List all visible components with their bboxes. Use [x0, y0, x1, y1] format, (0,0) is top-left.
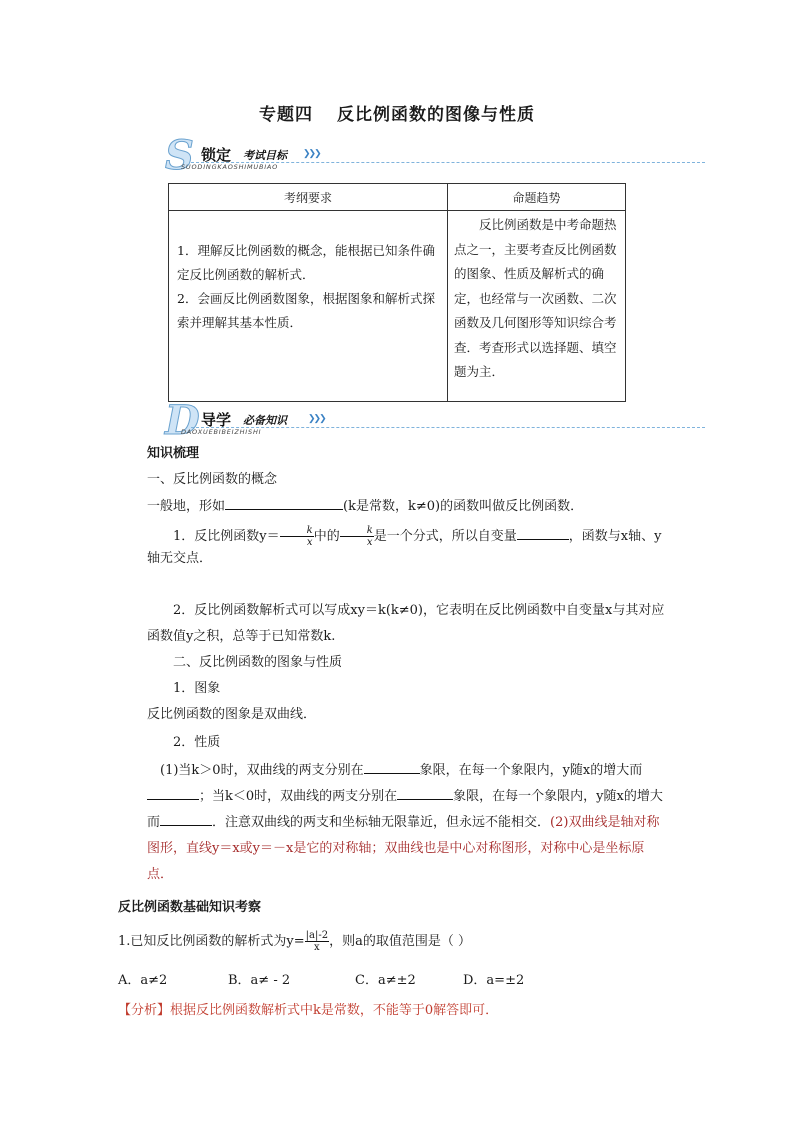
banner-title: 导学	[201, 411, 232, 429]
paragraph-graph: 反比例函数的图象是双曲线．	[147, 707, 317, 722]
fill-blank[interactable]	[364, 759, 420, 774]
banner-subtitle: 必备知识	[243, 414, 287, 427]
exercise-question: 1.已知反比例函数的解析式为y= $\frac{|a|-2}{x}$ ，则a的取值范围是（ ）	[118, 930, 471, 953]
heading-knowledge: 知识梳理	[147, 446, 200, 461]
paragraph-definition: 一般地，形如 (k是常数，k≠0)的函数叫做反比例函数．	[147, 495, 667, 518]
fill-blank[interactable]	[147, 785, 199, 800]
symmetry-note: (2)双曲线是轴对称图形，直线y＝x或y＝－x是它的对称轴；双曲线也是中心对称图形，对称中心是坐标原点．	[147, 815, 660, 882]
option-b[interactable]: B．a≠ - 2	[228, 973, 291, 988]
fraction-k-over-x: $\frac{k}{x}$	[340, 525, 374, 548]
table-header-trends: 命题趋势	[448, 184, 626, 211]
table-header-requirements: 考纲要求	[169, 184, 448, 211]
subsection-properties: 2．性质	[173, 735, 221, 750]
banner-divider	[191, 162, 705, 163]
requirement-item: 2．会画反比例函数图象，根据图象和解析式探索并理解其基本性质．	[177, 291, 435, 330]
banner-subtitle: 考试目标	[243, 149, 287, 162]
option-a[interactable]: A．a≠2	[118, 973, 168, 988]
requirements-cell	[169, 211, 448, 402]
page-title: 专题四 反比例函数的图像与性质	[259, 105, 535, 125]
fill-blank[interactable]	[397, 785, 453, 800]
banner-divider	[191, 427, 705, 428]
section-banner-knowledge	[165, 397, 705, 444]
option-d[interactable]: D．a=±2	[463, 973, 525, 988]
banner-pinyin: SUODINGKAOSHIMUBIAO	[181, 163, 279, 171]
paragraph-properties: (1)当k＞0时，双曲线的两支分别在 象限，在每一个象限内，y随x的增大而；当k＜0时，双曲线的两支分别在 象限，在每一个象限内，y随x的增大而 ．注意双曲线的两支和坐标轴无限靠近，但永远不能相交．(2)双曲线是轴对称图形，直线y＝x或y＝－x是它的对称轴；双曲线也是中心对称图形，对称中心是坐标原点．	[147, 758, 667, 888]
banner-letter: S	[165, 132, 194, 179]
fraction-k-over-x: $\frac{k}{x}$	[280, 525, 314, 548]
section-graph-properties: 二、反比例函数的图象与性质	[173, 655, 343, 670]
section-concept: 一、反比例函数的概念	[147, 472, 278, 487]
fill-blank[interactable]	[225, 495, 343, 510]
double-arrow-icon: ❯❯❯	[308, 414, 325, 424]
analysis-text: 【分析】根据反比例函数解析式中k是常数，不能等于0解答即可．	[118, 1003, 499, 1018]
section-banner-goals	[165, 132, 705, 179]
banner-title: 锁定	[201, 146, 232, 164]
banner-letter: D	[165, 397, 200, 444]
double-arrow-icon: ❯❯❯	[303, 149, 320, 159]
paragraph-fraction: 1．反比例函数y＝ $\frac{k}{x}$ 中的 $\frac{k}{x}$ 是一个分式，所以自变量 ，函数与x轴、y轴无交点．	[147, 525, 662, 566]
heading-exam: 反比例函数基础知识考察	[118, 900, 262, 915]
trends-text: 反比例函数是中考命题热点之一，主要考查反比例函数的图象、性质及解析式的确定，也经常与一次函数、二次函数及几何图形等知识综合考查．考查形式以选择题、填空题为主．	[454, 217, 617, 379]
exam-requirements-table	[168, 183, 626, 402]
exercise-options	[118, 970, 678, 992]
paragraph-product: 2．反比例函数解析式可以写成xy＝k(k≠0)，它表明在反比例函数中自变量x与其对应函数值y之积，总等于已知常数k.	[147, 603, 665, 644]
trends-cell	[448, 211, 626, 402]
fill-blank[interactable]	[517, 525, 569, 540]
banner-pinyin: DAOXUEBIBEIZHISHI	[181, 428, 262, 436]
requirement-item: 1．理解反比例函数的概念，能根据已知条件确定反比例函数的解析式．	[177, 243, 435, 282]
subsection-graph: 1．图象	[173, 681, 221, 696]
option-c[interactable]: C．a≠±2	[355, 973, 416, 988]
fraction-abs-a-minus-2-over-x: $\frac{|a|-2}{x}$	[305, 930, 329, 953]
fill-blank[interactable]	[160, 811, 212, 826]
